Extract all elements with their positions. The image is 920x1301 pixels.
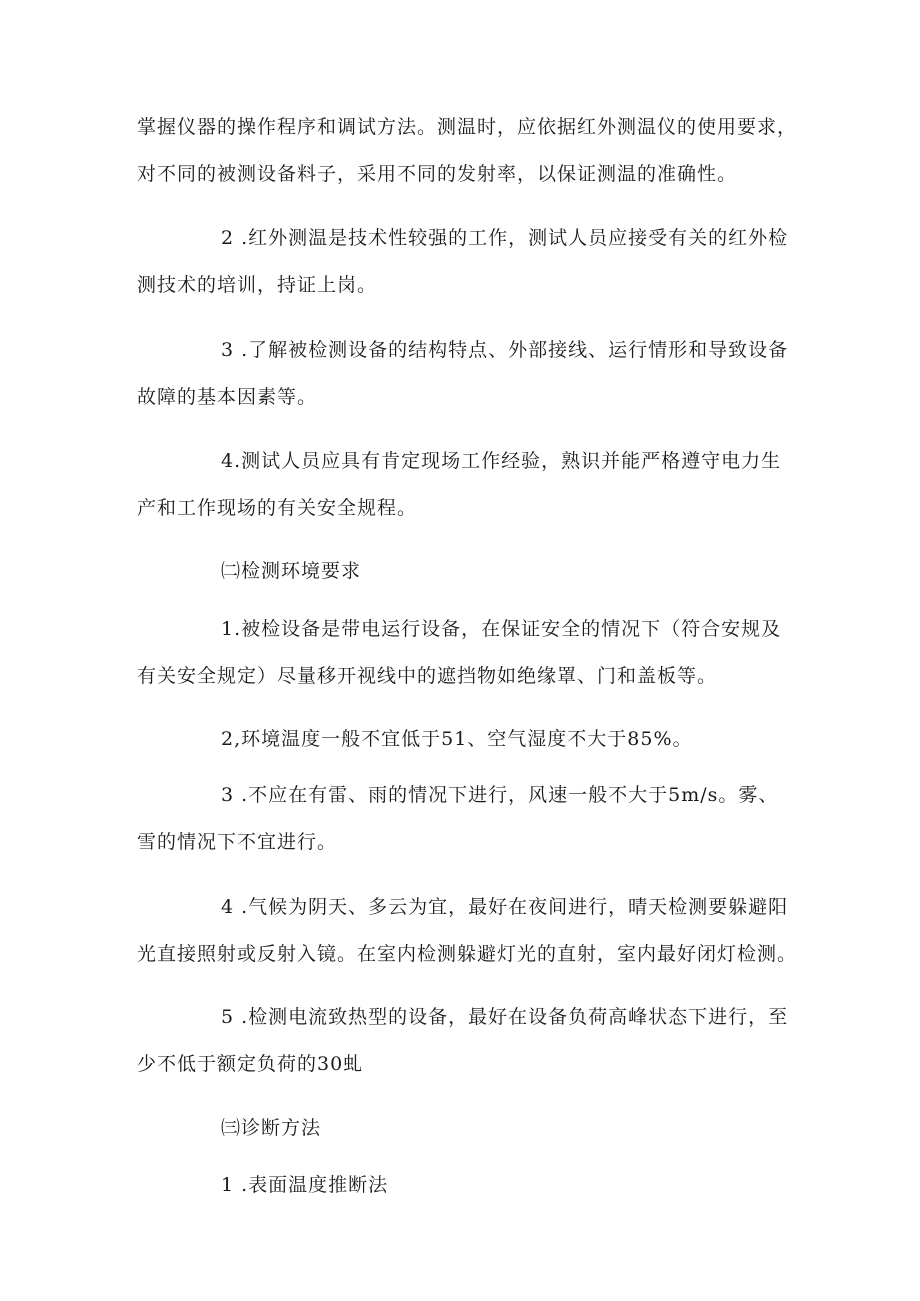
paragraph-line: 1 .表面温度推断法 xyxy=(221,1174,389,1196)
paragraph-line: 少不低于额定负荷的30虬 xyxy=(137,1053,364,1075)
paragraph-line: 3 .不应在有雷、雨的情况下进行，风速一般不大于5m/s。雾、 xyxy=(221,784,779,806)
section-heading-diagnosis xyxy=(137,1105,797,1152)
paragraph-env-4 xyxy=(137,884,797,978)
paragraph-line: 光直接照射或反射入镜。在室内检测躲避灯光的直射，室内最好闭灯检测。 xyxy=(137,943,798,965)
paragraph-line: 4.测试人员应具有肯定现场工作经验，熟识并能严格遵守电力生 xyxy=(221,450,782,472)
paragraph-item-3 xyxy=(137,327,797,421)
paragraph-item-2 xyxy=(137,215,797,309)
paragraph-line: 3 .了解被检测设备的结构特点、外部接线、运行情形和导致设备 xyxy=(221,339,789,361)
paragraph-intro xyxy=(137,104,797,198)
paragraph-line: 有关安全规定）尽量移开视线中的遮挡物如绝缘罩、门和盖板等。 xyxy=(137,665,718,687)
paragraph-env-5 xyxy=(137,994,797,1088)
paragraph-line: 5 .检测电流致热型的设备，最好在设备负荷高峰状态下进行，至 xyxy=(221,1006,789,1028)
paragraph-env-1 xyxy=(137,606,797,700)
section-heading-text: ㈢诊断方法 xyxy=(221,1117,322,1139)
paragraph-line: 对不同的被测设备料子，采用不同的发射率，以保证测温的准确性。 xyxy=(137,163,738,185)
paragraph-line: 故障的基本因素等。 xyxy=(137,386,318,408)
paragraph-line: 雪的情况下不宜进行。 xyxy=(137,831,338,853)
paragraph-line: 4 .气候为阴天、多云为宜，最好在夜间进行，晴天检测要躲避阳 xyxy=(221,896,789,918)
section-heading-text: ㈡检测环境要求 xyxy=(221,560,362,582)
paragraph-line: 2,环境温度一般不宜低于51、空气湿度不大于85%。 xyxy=(221,728,693,750)
section-heading-environment xyxy=(137,548,797,595)
paragraph-line: 产和工作现场的有关安全规程。 xyxy=(137,497,418,519)
paragraph-env-3 xyxy=(137,772,797,866)
paragraph-line: 2 .红外测温是技术性较强的工作，测试人员应接受有关的红外检 xyxy=(221,227,789,249)
paragraph-line: 测技术的培训，持证上岗。 xyxy=(137,274,378,296)
paragraph-line: 掌握仪器的操作程序和调试方法。测温时，应依据红外测温仪的使用要求， xyxy=(137,116,798,138)
paragraph-env-2 xyxy=(137,716,797,763)
paragraph-diag-1 xyxy=(137,1162,797,1209)
paragraph-item-4 xyxy=(137,438,797,532)
paragraph-line: 1.被检设备是带电运行设备，在保证安全的情况下（符合安规及 xyxy=(221,618,782,640)
